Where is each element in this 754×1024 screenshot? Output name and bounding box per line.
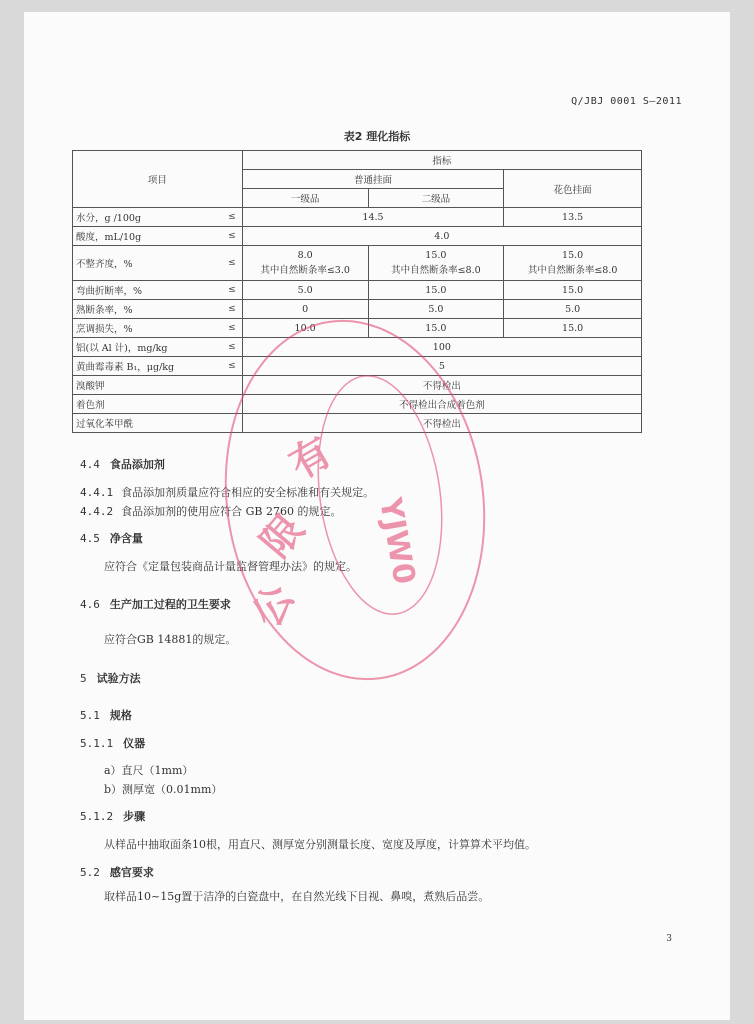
standard-code: Q/JBJ 0001 S—2011 bbox=[571, 96, 682, 107]
cell-value: 5 bbox=[242, 357, 641, 376]
table-title: 表2 理化指标 bbox=[343, 130, 411, 143]
cell-value: 不得检出 bbox=[242, 414, 641, 433]
header-indicator: 指标 bbox=[242, 151, 641, 170]
cell-value: 15.0 其中自然断条率≤8.0 bbox=[368, 246, 504, 281]
header-grade2: 二级品 bbox=[368, 189, 504, 208]
page-number: 3 bbox=[666, 934, 672, 944]
leq-sign: ≤ bbox=[228, 304, 236, 314]
leq-sign: ≤ bbox=[228, 212, 236, 222]
row-name: 熟断条率，% bbox=[76, 305, 133, 316]
row-name: 溴酸钾 bbox=[76, 381, 105, 392]
header-plain-noodle: 普通挂面 bbox=[242, 170, 504, 189]
cell-value: 5.0 bbox=[504, 300, 642, 319]
leq-sign: ≤ bbox=[228, 258, 236, 268]
leq-sign: ≤ bbox=[228, 231, 236, 241]
table-row bbox=[73, 281, 642, 300]
cell-value: 14.5 bbox=[242, 208, 504, 227]
cell-value: 15.0 bbox=[368, 319, 504, 338]
table-row bbox=[73, 319, 642, 338]
leq-sign: ≤ bbox=[228, 323, 236, 333]
cell-value: 0 bbox=[242, 300, 368, 319]
spec-table bbox=[72, 150, 642, 433]
clause-4-4-2: 4.4.2 食品添加剂的使用应符合 GB 2760 的规定。 bbox=[80, 505, 342, 518]
row-name: 黄曲霉毒素 B₁，μg/kg bbox=[76, 362, 175, 373]
svg-text:YJW0: YJW0 bbox=[372, 495, 422, 587]
body-text: b）测厚宽（0.01mm） bbox=[104, 783, 223, 796]
cell-value: 5.0 bbox=[368, 300, 504, 319]
body-text: a）直尺（1mm） bbox=[104, 764, 194, 777]
table-row bbox=[73, 246, 642, 281]
cell-value: 4.0 bbox=[242, 227, 641, 246]
leq-sign: ≤ bbox=[228, 285, 236, 295]
section-heading: 5.1.1 仪器 bbox=[80, 737, 146, 750]
row-name: 弯曲折断率，% bbox=[76, 286, 143, 297]
header-item: 项目 bbox=[73, 151, 243, 208]
header-flower-noodle: 花色挂面 bbox=[504, 170, 642, 208]
section-heading: 4.4 食品添加剂 bbox=[80, 458, 165, 471]
row-name: 铝(以 Al 计)，mg/kg bbox=[76, 343, 168, 354]
row-name: 烹调损失，% bbox=[76, 324, 133, 335]
section-heading: 5 试验方法 bbox=[80, 672, 141, 685]
body-text: 从样品中抽取面条10根，用直尺、测厚宽分别测量长度、宽度及厚度，计算算术平均值。 bbox=[104, 838, 536, 851]
section-heading: 4.6 生产加工过程的卫生要求 bbox=[80, 598, 231, 611]
table-row bbox=[73, 338, 642, 357]
row-name: 过氧化苯甲酰 bbox=[76, 419, 134, 430]
cell-value: 15.0 bbox=[368, 281, 504, 300]
section-heading: 5.2 感官要求 bbox=[80, 866, 154, 879]
body-text: 取样品10~15g置于洁净的白瓷盘中，在自然光线下目视、鼻嗅，煮熟后品尝。 bbox=[104, 890, 490, 903]
cell-value: 5.0 bbox=[242, 281, 368, 300]
leq-sign: ≤ bbox=[228, 342, 236, 352]
table-row bbox=[73, 376, 642, 395]
table-row bbox=[73, 208, 642, 227]
cell-value: 15.0 bbox=[504, 319, 642, 338]
table-row bbox=[73, 395, 642, 414]
row-name: 不整齐度，% bbox=[76, 259, 133, 270]
row-name: 水分，g /100g bbox=[76, 213, 142, 224]
row-name: 着色剂 bbox=[76, 400, 105, 411]
cell-value: 8.0 其中自然断条率≤3.0 bbox=[242, 246, 368, 281]
cell-value: 不得检出 bbox=[242, 376, 641, 395]
svg-text:限: 限 bbox=[252, 506, 314, 567]
cell-value: 10.0 bbox=[242, 319, 368, 338]
table-row bbox=[73, 357, 642, 376]
body-text: 应符合GB 14881的规定。 bbox=[104, 633, 237, 646]
cell-value: 15.0 bbox=[504, 281, 642, 300]
section-heading: 4.5 净含量 bbox=[80, 532, 143, 545]
clause-4-4-1: 4.4.1 食品添加剂质量应符合相应的安全标准和有关规定。 bbox=[80, 486, 375, 499]
svg-text:公: 公 bbox=[243, 577, 304, 635]
cell-value: 100 bbox=[242, 338, 641, 357]
table-row bbox=[73, 414, 642, 433]
table-row bbox=[73, 300, 642, 319]
body-text: 应符合《定量包装商品计量监督管理办法》的规定。 bbox=[104, 560, 357, 573]
cell-value: 不得检出合成着色剂 bbox=[242, 395, 641, 414]
section-heading: 5.1.2 步骤 bbox=[80, 810, 146, 823]
section-heading: 5.1 规格 bbox=[80, 709, 132, 722]
cell-value: 13.5 bbox=[504, 208, 642, 227]
leq-sign: ≤ bbox=[228, 361, 236, 371]
svg-text:有: 有 bbox=[282, 428, 340, 489]
cell-value: 15.0 其中自然断条率≤8.0 bbox=[504, 246, 642, 281]
row-name: 酸度，mL/10g bbox=[76, 232, 142, 243]
table-row bbox=[73, 227, 642, 246]
header-grade1: 一级品 bbox=[242, 189, 368, 208]
